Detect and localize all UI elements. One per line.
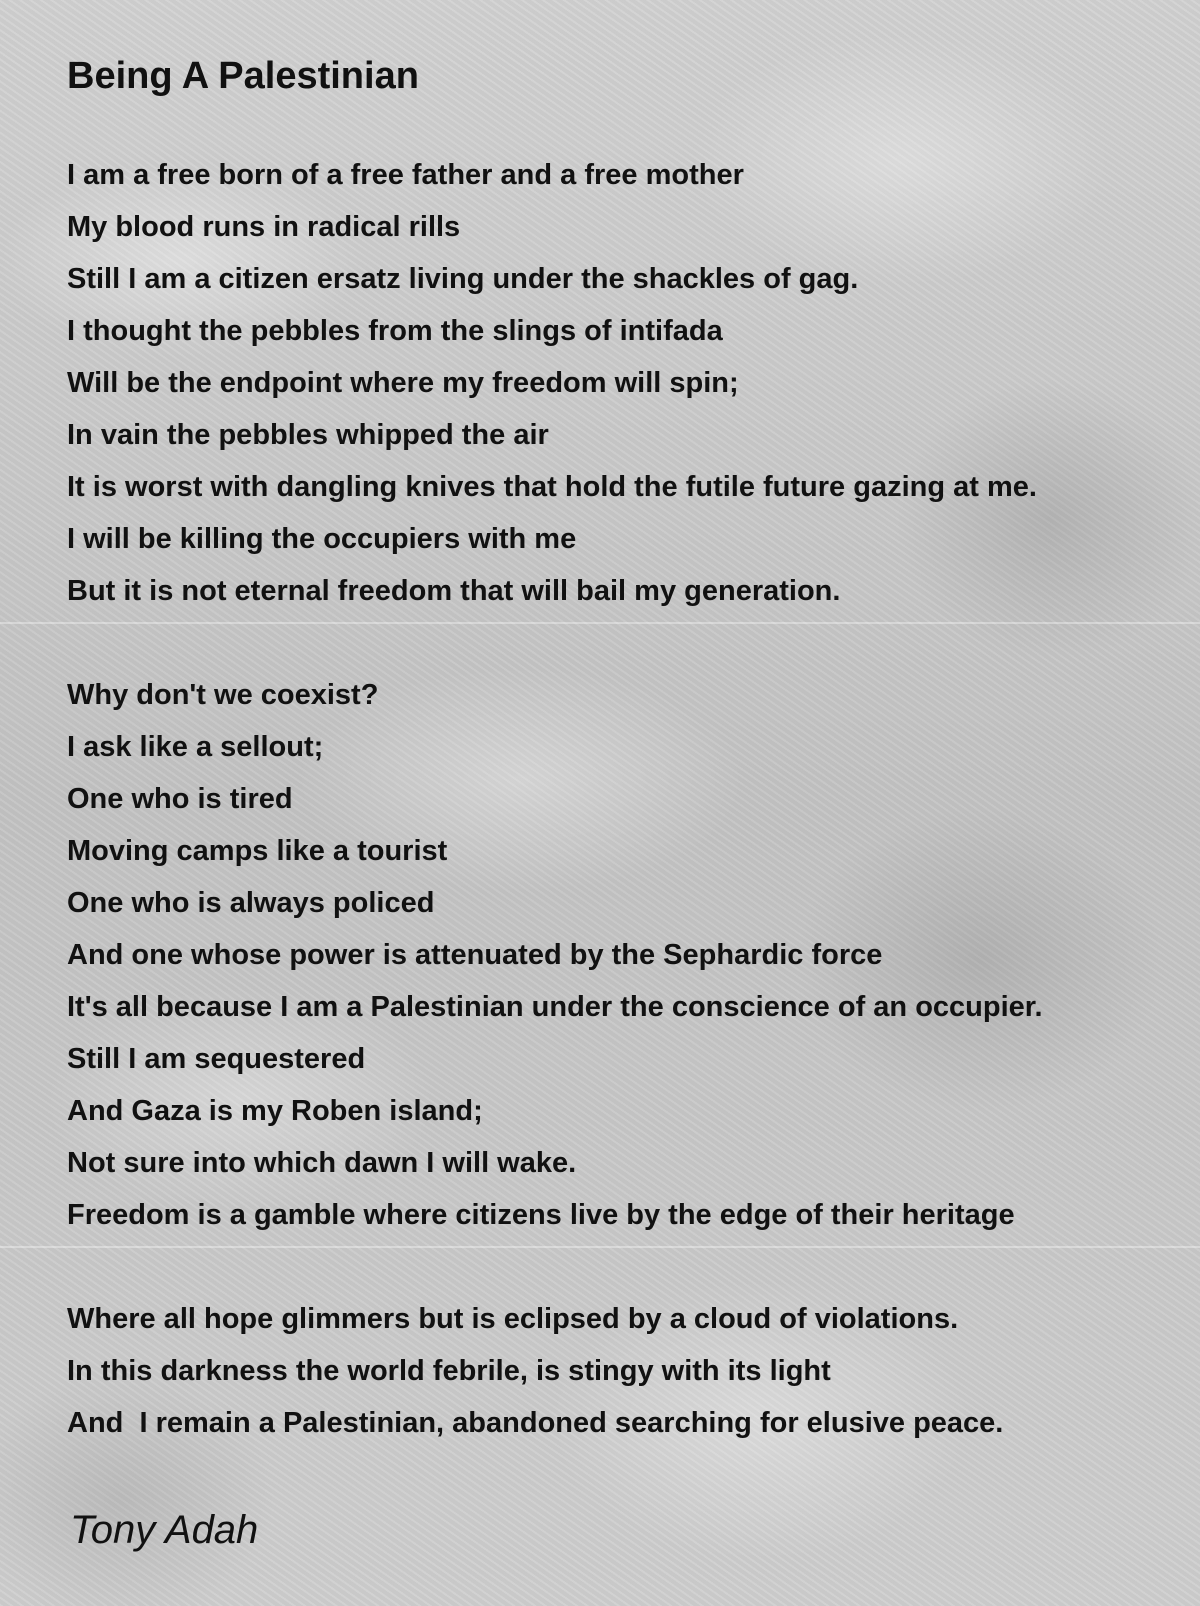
poem-line: It's all because I am a Palestinian under the conscience of an occupier.: [67, 991, 1043, 1023]
poem-line: In this darkness the world febrile, is stingy with its light: [67, 1355, 831, 1387]
poem-line: Still I am a citizen ersatz living under the shackles of gag.: [67, 263, 859, 295]
stanza-2: [67, 669, 1043, 1241]
poem-line: I am a free born of a free father and a free mother: [67, 159, 744, 191]
poem-line: Still I am sequestered: [67, 1043, 366, 1075]
poem-line: One who is always policed: [67, 887, 435, 919]
background-seam: [0, 622, 1200, 624]
poem-line: Will be the endpoint where my freedom will spin;: [67, 367, 739, 399]
poem-line: I thought the pebbles from the slings of intifada: [67, 315, 723, 347]
poem-title: Being A Palestinian: [67, 55, 419, 97]
poem-line: It is worst with dangling knives that hold the futile future gazing at me.: [67, 471, 1037, 503]
poem-line: Not sure into which dawn I will wake.: [67, 1147, 577, 1179]
poem-line: I ask like a sellout;: [67, 731, 324, 763]
poem-line: And one whose power is attenuated by the Sephardic force: [67, 939, 883, 971]
poem-line: One who is tired: [67, 783, 293, 815]
poem-line: Why don't we coexist?: [67, 679, 379, 711]
stanza-1: [67, 149, 1037, 617]
poem-author: Tony Adah: [70, 1508, 259, 1552]
poem-line: In vain the pebbles whipped the air: [67, 419, 549, 451]
stanza-3: [67, 1293, 1003, 1449]
poem-line: My blood runs in radical rills: [67, 211, 461, 243]
poem-line: Where all hope glimmers but is eclipsed by a cloud of violations.: [67, 1303, 959, 1335]
poem-line: But it is not eternal freedom that will bail my generation.: [67, 575, 841, 607]
background-seam: [0, 1246, 1200, 1248]
poem-line: And Gaza is my Roben island;: [67, 1095, 483, 1127]
poem-line: Moving camps like a tourist: [67, 835, 448, 867]
poem-line: I will be killing the occupiers with me: [67, 523, 577, 555]
poem-line: And I remain a Palestinian, abandoned searching for elusive peace.: [67, 1407, 1004, 1439]
poem-line: Freedom is a gamble where citizens live by the edge of their heritage: [67, 1199, 1015, 1231]
